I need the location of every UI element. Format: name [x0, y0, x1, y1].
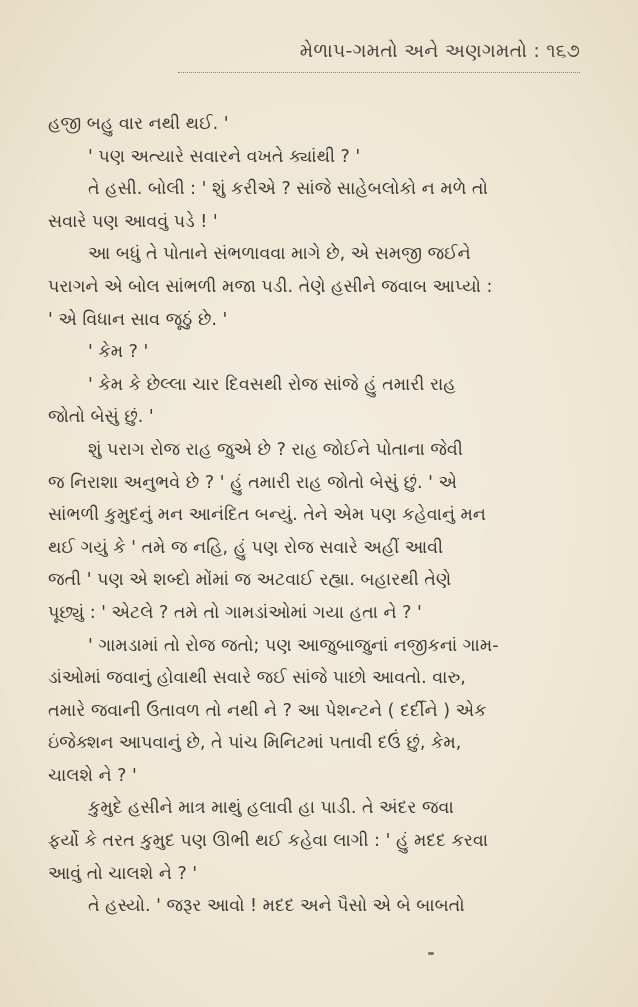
text-line: જ નિરાશા અનુભવે છે ? ' હું તમારી રાહ જોતો બેસું છું. ' એ [48, 472, 458, 493]
header-divider [178, 72, 580, 73]
text-line: પરાગને એ બોલ સાંભળી મજા પડી. તેણે હસીને જવાબ આપ્યો : [48, 276, 493, 297]
running-header: મેળાપ-ગમતો અને અણગમતો : ૧૬૭ [299, 40, 580, 62]
text-line: પૂછ્યું : ' એટલે ? તમે તો ગામડાંઓમાં ગયા હતા ને ? ' [48, 602, 422, 623]
text-line: તે હસી. બોલી : ' શું કરીએ ? સાંજે સાહેબલોકો ન મળે તો [88, 179, 488, 200]
text-line: થઈ ગયું કે ' તમે જ નહિ, હું પણ રોજ સવારે અહીં આવી [48, 537, 443, 558]
body-text [48, 108, 598, 923]
text-line: જતી ' પણ એ શબ્દો મોંમાં જ અટવાઈ રહ્યા. બહારથી તેણે [48, 570, 452, 591]
ink-speck [428, 952, 434, 955]
text-line: કુમુદે હસીને માત્ર માથું હલાવી હા પાડી. તે અંદર જવા [88, 798, 454, 819]
text-line: શું પરાગ રોજ રાહ જુએ છે ? રાહ જોઈને પોતાના જેવી [88, 439, 463, 460]
text-line: ડાંઓમાં જવાનું હોવાથી સવારે જઈ સાંજે પાછો આવતો. વારુ, [48, 668, 466, 689]
text-line: તમારે જવાની ઉતાવળ તો નથી ને ? આ પેશન્ટને ( દર્દીને ) એક [48, 700, 487, 721]
text-line: ફર્યો કે તરત કુમુદ પણ ઊભી થઈ કહેવા લાગી : ' હું મદદ કરવા [48, 831, 489, 852]
text-line: તે હસ્યો. ' જરૂર આવો ! મદદ અને પૈસો એ બે બાબતો [88, 896, 465, 917]
text-line: હજી બહુ વાર નથી થઈ. ' [48, 114, 229, 134]
text-line: ઇંજેક્શન આપવાનું છે, તે પાંચ મિનિટમાં પતાવી દઉં છું, કેમ, [48, 733, 462, 754]
text-line: સાંભળી કુમુદનું મન આનંદિત બન્યું. તેને એમ પણ કહેવાનું મન [48, 505, 486, 526]
text-line: ' ગામડામાં તો રોજ જતો; પણ આજુબાજુનાં નજીકનાં ગામ- [88, 635, 499, 656]
text-line: ' કેમ કે છેલ્લા ચાર દિવસથી રોજ સાંજે હું તમારી રાહ [88, 374, 456, 395]
text-line: જોતો બેસું છું. ' [48, 407, 154, 428]
text-line: આવું તો ચાલશે ને ? ' [48, 863, 198, 884]
text-line: સવારે પણ આવવું પડે ! ' [48, 211, 218, 232]
text-line: આ બધું તે પોતાને સંભળાવવા માગે છે, એ સમજી જઈને [88, 244, 471, 265]
text-line: ' કેમ ? ' [88, 342, 149, 363]
text-line: ચાલશે ને ? ' [48, 765, 137, 786]
text-line: ' પણ અત્યારે સવારને વખતે ક્યાંથી ? ' [88, 146, 361, 167]
text-line: ' એ વિધાન સાવ જૂઠું છે. ' [48, 309, 228, 330]
